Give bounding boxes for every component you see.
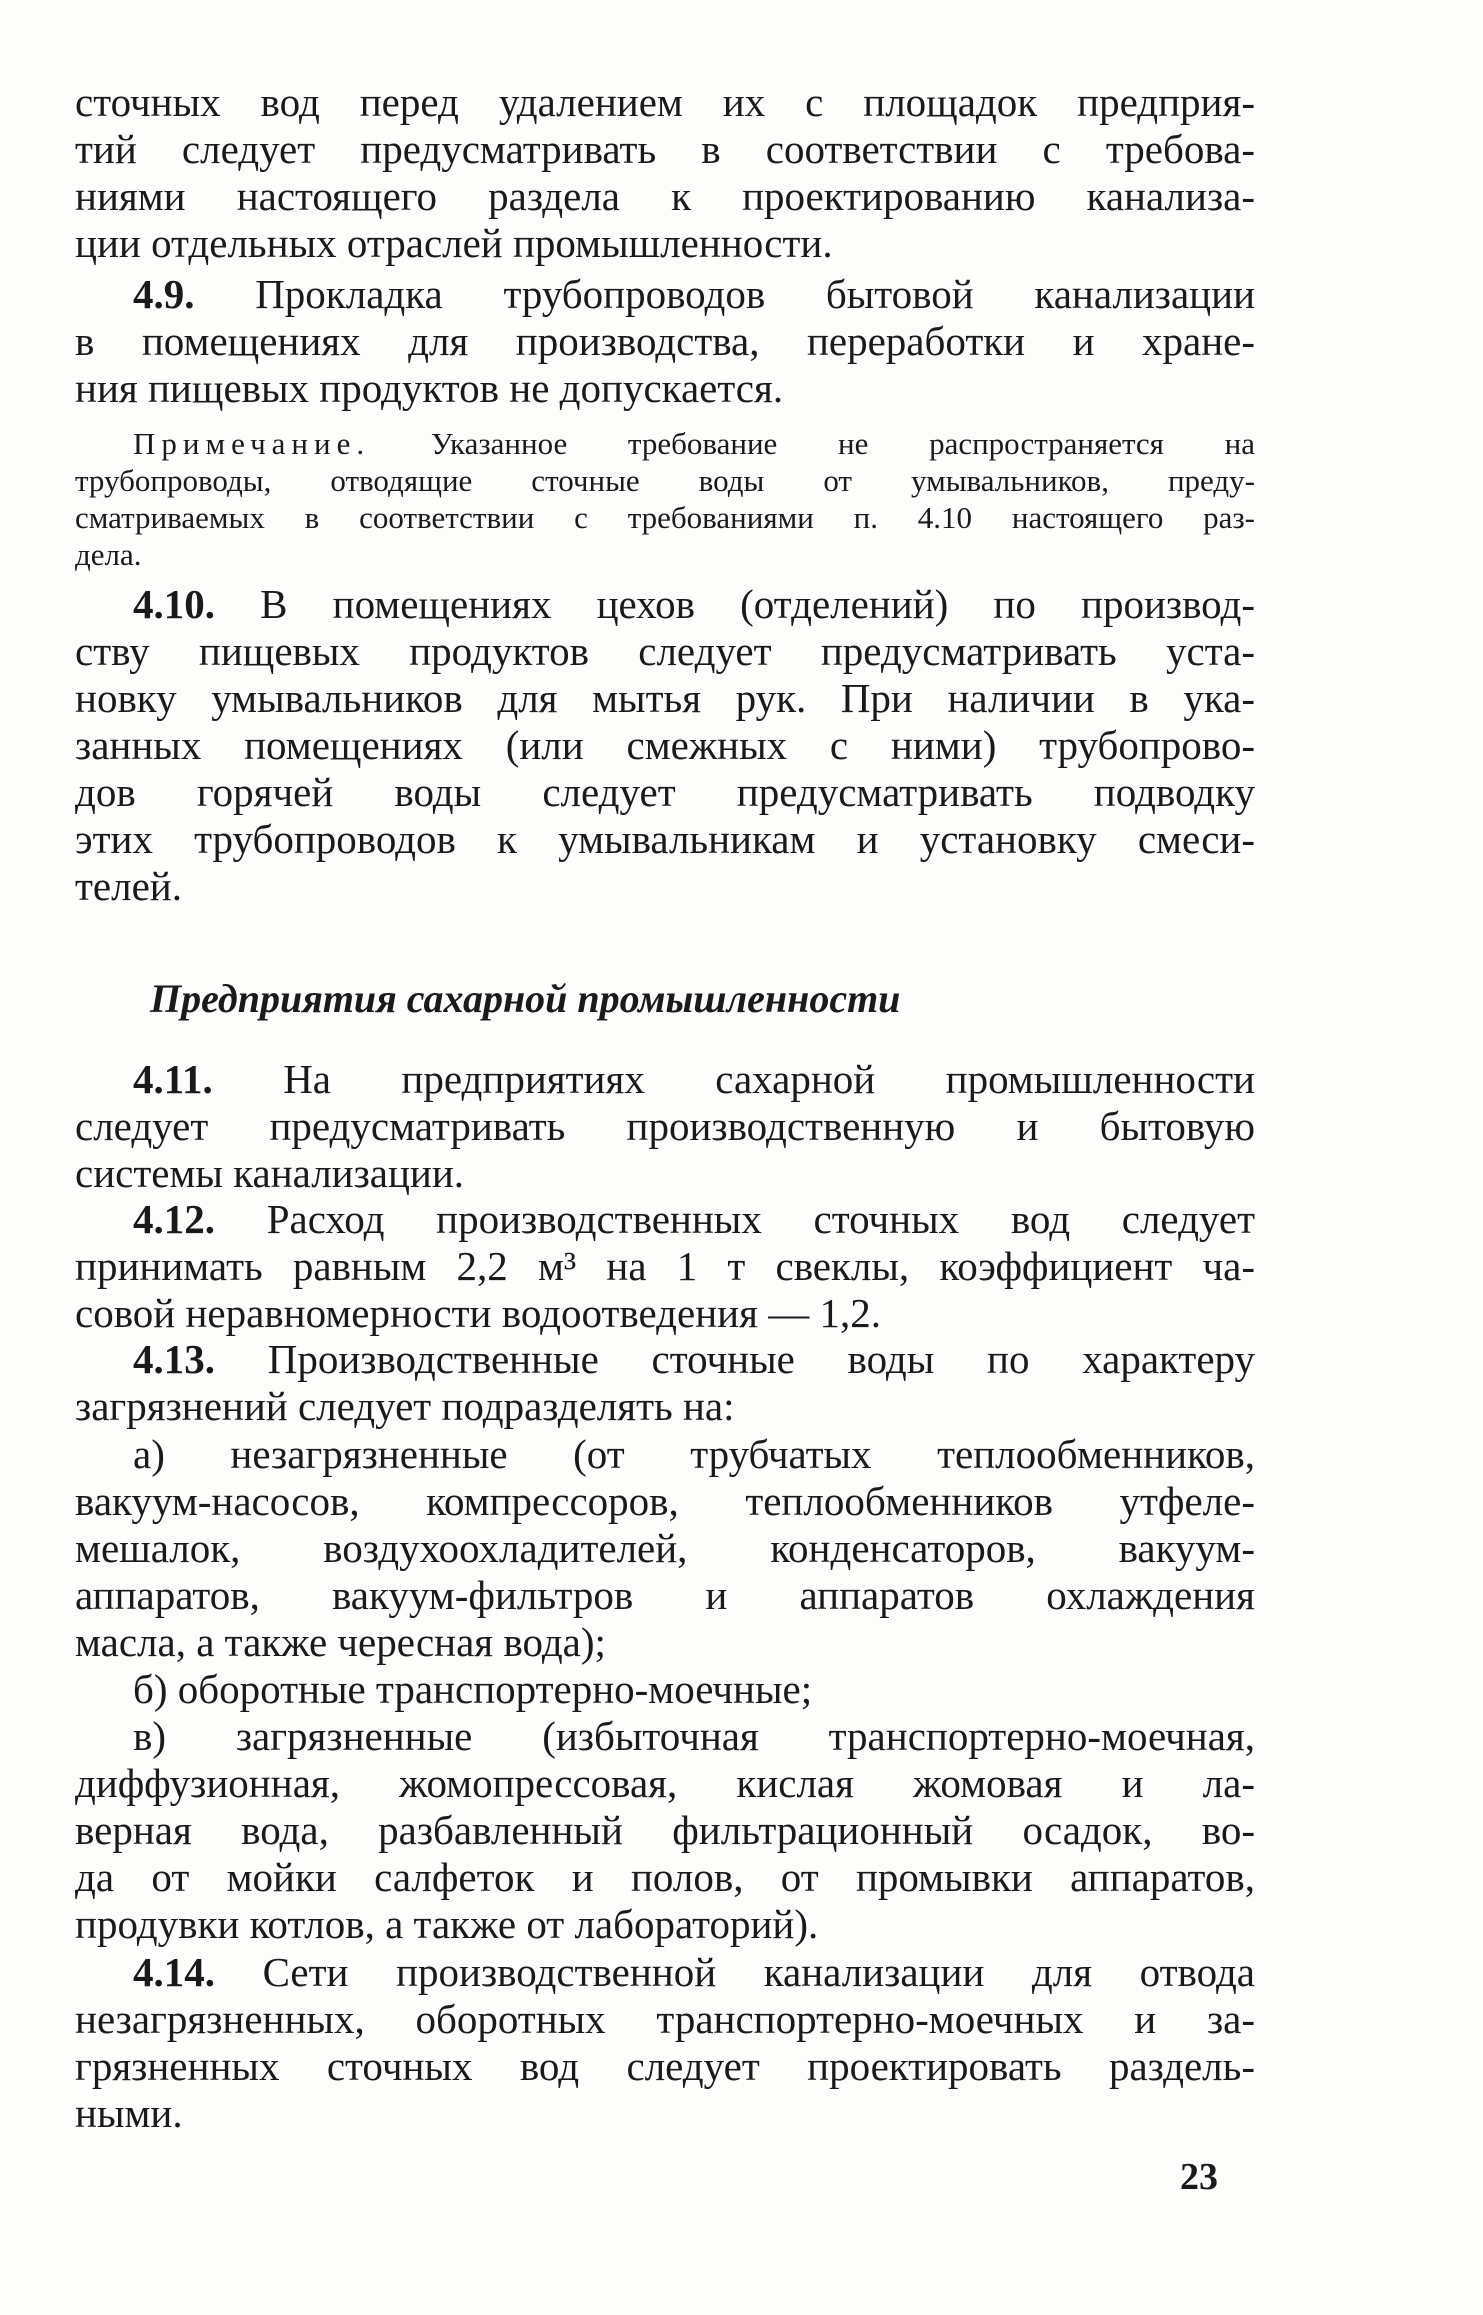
text-line: грязненных сточных вод следует проектировать раздель- [75, 2043, 1255, 2089]
text-line: вакуум-насосов, компрессоров, теплообменников утфеле- [75, 1478, 1255, 1524]
text-line: 4.10. В помещениях цехов (отделений) по производ- [133, 581, 1256, 627]
note-block [75, 425, 1255, 573]
paragraph-4-13 [75, 1335, 1255, 1429]
text-line: сточных вод перед удалением их с площадок предприя- [75, 79, 1255, 125]
clause-number: 4.10. [133, 581, 215, 627]
text-line: системы канализации. [75, 1150, 465, 1196]
text-line: верная вода, разбавленный фильтрационный осадок, во- [75, 1807, 1255, 1853]
paragraph-continuation [75, 78, 1255, 266]
text-line: тий следует предусматривать в соответствии с требова- [75, 126, 1255, 172]
clause-number: 4.13. [133, 1336, 215, 1382]
text-line: диффузионная, жомопрессовая, кислая жомовая и ла- [75, 1760, 1255, 1806]
text-line: ными. [75, 2090, 183, 2136]
paragraph-4-12 [75, 1195, 1255, 1336]
text-line: ции отдельных отраслей промышленности. [75, 220, 833, 266]
paragraph-4-14 [75, 1948, 1255, 2136]
clause-number: 4.14. [133, 1949, 215, 1995]
text-line: 4.13. Производственные сточные воды по характеру [133, 1336, 1256, 1382]
text-line: в помещениях для производства, переработки и хране- [75, 318, 1255, 364]
clause-number: 4.11. [133, 1056, 213, 1102]
text-line: дела. [75, 537, 142, 572]
page-number: 23 [1180, 2156, 1218, 2198]
clause-number: 4.12. [133, 1196, 215, 1242]
paragraph-4-9 [75, 270, 1255, 411]
text-line: 4.9. Прокладка трубопроводов бытовой канализации [133, 271, 1256, 317]
text-line: сматриваемых в соответствии с требованиями п. 4.10 настоящего раз- [75, 500, 1255, 535]
text-line: а) незагрязненные (от трубчатых теплообменников, [133, 1431, 1255, 1477]
text-line: этих трубопроводов к умывальникам и установку смеси- [75, 816, 1255, 862]
section-heading: Предприятия сахарной промышленности [150, 976, 901, 1021]
text-line: дов горячей воды следует предусматривать подводку [75, 769, 1255, 815]
text-line: ниями настоящего раздела к проектированию канализа- [75, 173, 1255, 219]
text-line: б) оборотные транспортерно-моечные; [133, 1666, 813, 1712]
text-line: да от мойки салфеток и полов, от промывки аппаратов, [75, 1854, 1255, 1900]
text-line: Примечание. Указанное требование не распространяется на [133, 426, 1255, 461]
note-label: Примечание. [133, 426, 371, 461]
text-line: в) загрязненные (избыточная транспортерно-моечная, [133, 1713, 1255, 1759]
text-line: ству пищевых продуктов следует предусматривать уста- [75, 628, 1255, 674]
text-line: принимать равным 2,2 м³ на 1 т свеклы, коэффициент ча- [75, 1243, 1255, 1289]
text-line: аппаратов, вакуум-фильтров и аппаратов охлаждения [75, 1572, 1255, 1618]
text-line: новку умывальников для мытья рук. При наличии в ука- [75, 675, 1255, 721]
text-line: 4.14. Сети производственной канализации для отвода [133, 1949, 1256, 1995]
text-line: занных помещениях (или смежных с ними) трубопрово- [75, 722, 1255, 768]
list-item-a [75, 1430, 1255, 1665]
text-line: мешалок, воздухоохладителей, конденсаторов, вакуум- [75, 1525, 1255, 1571]
text-line: загрязнений следует подразделять на: [75, 1383, 735, 1429]
text-line: продувки котлов, а также от лабораторий). [75, 1901, 819, 1947]
text-line: масла, а также чересная вода); [75, 1619, 606, 1665]
clause-number: 4.9. [133, 271, 195, 317]
text-line: трубопроводы, отводящие сточные воды от умывальников, преду- [75, 463, 1255, 498]
text-line: незагрязненных, оборотных транспортерно-моечных и за- [75, 1996, 1255, 2042]
text-line: 4.12. Расход производственных сточных вод следует [133, 1196, 1256, 1242]
text-line: 4.11. На предприятиях сахарной промышленности [133, 1056, 1255, 1102]
text-line: телей. [75, 863, 182, 909]
paragraph-4-11 [75, 1055, 1255, 1196]
list-item-b [75, 1665, 1255, 1712]
text-line: совой неравномерности водоотведения — 1,2. [75, 1290, 881, 1336]
text-line: ния пищевых продуктов не допускается. [75, 365, 784, 411]
text-line: следует предусматривать производственную и бытовую [75, 1103, 1255, 1149]
paragraph-4-10 [75, 580, 1255, 909]
list-item-c [75, 1712, 1255, 1947]
